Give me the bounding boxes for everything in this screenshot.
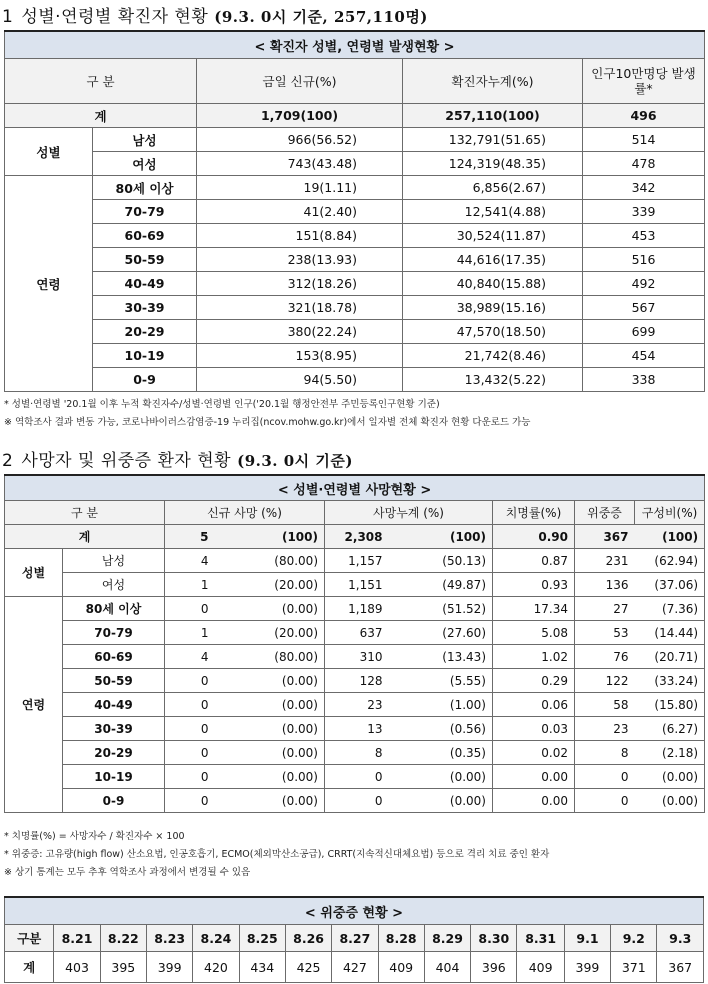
- header-cum-death: 사망누계 (%): [325, 501, 493, 525]
- section1-subtitle: (9.3. 0시 기준, 257,110명): [214, 8, 428, 26]
- cell-cum: 0: [325, 765, 389, 789]
- cell-rate: 342: [583, 176, 705, 200]
- cell-new-pct: (0.00): [215, 597, 325, 621]
- cell-rate: 514: [583, 128, 705, 152]
- cell-cumulative: 13,432(5.22): [403, 368, 583, 392]
- cell-new: 0: [165, 693, 215, 717]
- total-severe: 367: [575, 525, 635, 549]
- row-label: 50-59: [93, 248, 197, 272]
- cell-new: 0: [165, 789, 215, 813]
- table-row: [5, 621, 705, 645]
- severe-value: 399: [564, 952, 610, 983]
- cell-new: 151(8.84): [197, 224, 403, 248]
- cell-ratio: (0.00): [635, 789, 705, 813]
- cell-cumulative: 132,791(51.65): [403, 128, 583, 152]
- date-header: 8.30: [471, 925, 517, 952]
- total-rate: 496: [583, 104, 705, 128]
- row-label: 50-59: [63, 669, 165, 693]
- cell-cum-pct: (27.60): [389, 621, 493, 645]
- header-gubun: 구분: [5, 925, 54, 952]
- note-line: * 성별·연령별 '20.1월 이후 누적 확진자수/성별·연령별 인구('20.1월 행정안전부 주민등록인구현황 기준): [4, 399, 440, 410]
- cell-new: 153(8.95): [197, 344, 403, 368]
- cell-cum: 1,157: [325, 549, 389, 573]
- cell-fatality: 5.08: [493, 621, 575, 645]
- cell-rate: 453: [583, 224, 705, 248]
- row-label: 40-49: [63, 693, 165, 717]
- cell-rate: 699: [583, 320, 705, 344]
- cell-severe: 0: [575, 765, 635, 789]
- cell-cum: 0: [325, 789, 389, 813]
- cell-severe: 231: [575, 549, 635, 573]
- cell-rate: 478: [583, 152, 705, 176]
- cell-ratio: (14.44): [635, 621, 705, 645]
- cell-severe: 0: [575, 789, 635, 813]
- cell-cumulative: 44,616(17.35): [403, 248, 583, 272]
- cell-cum-pct: (0.00): [389, 765, 493, 789]
- date-header: 8.28: [378, 925, 424, 952]
- date-header: 8.23: [146, 925, 192, 952]
- total-new: 5: [165, 525, 215, 549]
- header-new-death: 신규 사망 (%): [165, 501, 325, 525]
- cell-ratio: (62.94): [635, 549, 705, 573]
- cell-cumulative: 40,840(15.88): [403, 272, 583, 296]
- cell-new: 94(5.50): [197, 368, 403, 392]
- cell-cumulative: 124,319(48.35): [403, 152, 583, 176]
- cell-fatality: 0.06: [493, 693, 575, 717]
- cell-rate: 567: [583, 296, 705, 320]
- severe-value: 367: [657, 952, 704, 983]
- row-label: 80세 이상: [63, 597, 165, 621]
- cell-new: 41(2.40): [197, 200, 403, 224]
- cell-new: 0: [165, 741, 215, 765]
- note-line: * 치명률(%) = 사망자수 / 확진자수 × 100: [4, 831, 185, 842]
- row-label: 남성: [93, 128, 197, 152]
- cell-rate: 339: [583, 200, 705, 224]
- cell-new: 4: [165, 645, 215, 669]
- severe-value: 395: [100, 952, 146, 983]
- row-label: 20-29: [63, 741, 165, 765]
- table-row: [5, 296, 705, 320]
- cell-fatality: 0.93: [493, 573, 575, 597]
- severe-table-caption: < 위중증 현황 >: [5, 897, 704, 925]
- cell-cum: 310: [325, 645, 389, 669]
- row-label: 10-19: [93, 344, 197, 368]
- confirmed-table-caption: < 확진자 성별, 연령별 발생현황 >: [5, 31, 705, 59]
- row-label: 60-69: [93, 224, 197, 248]
- date-header: 9.2: [611, 925, 657, 952]
- table-row: [5, 669, 705, 693]
- date-header: 8.31: [517, 925, 564, 952]
- cell-cum: 23: [325, 693, 389, 717]
- header-fatality: 치명률(%): [493, 501, 575, 525]
- cell-cum-pct: (13.43): [389, 645, 493, 669]
- date-header: 8.21: [54, 925, 100, 952]
- cell-new-pct: (0.00): [215, 717, 325, 741]
- cell-severe: 136: [575, 573, 635, 597]
- cell-severe: 23: [575, 717, 635, 741]
- table-row: [5, 741, 705, 765]
- total-fatality: 0.90: [493, 525, 575, 549]
- cell-cum-pct: (51.52): [389, 597, 493, 621]
- cell-cum-pct: (0.56): [389, 717, 493, 741]
- row-label: 80세 이상: [93, 176, 197, 200]
- cell-new: 321(18.78): [197, 296, 403, 320]
- cell-fatality: 0.02: [493, 741, 575, 765]
- table-row: [5, 320, 705, 344]
- table-row: [5, 272, 705, 296]
- cell-rate: 338: [583, 368, 705, 392]
- section1-number: 1: [2, 7, 14, 27]
- cell-rate: 492: [583, 272, 705, 296]
- cell-severe: 122: [575, 669, 635, 693]
- cell-new-pct: (0.00): [215, 741, 325, 765]
- group-age: 연령: [5, 597, 63, 813]
- row-label: 20-29: [93, 320, 197, 344]
- note-line: * 위중증: 고유량(high flow) 산소요법, 인공호흡기, ECMO(체외막산소공급), CRRT(지속적신대체요법) 등으로 격리 치료 중인 환자: [4, 849, 550, 860]
- cell-cum: 8: [325, 741, 389, 765]
- cell-new-pct: (80.00): [215, 549, 325, 573]
- table-row: [5, 693, 705, 717]
- cell-cum-pct: (50.13): [389, 549, 493, 573]
- note-line: ※ 상기 통계는 모두 추후 역학조사 과정에서 변경될 수 있음: [4, 867, 251, 878]
- severe-value: 396: [471, 952, 517, 983]
- severe-header-row: [5, 925, 704, 952]
- cell-new: 19(1.11): [197, 176, 403, 200]
- total-new: 1,709(100): [197, 104, 403, 128]
- cell-cum-pct: (0.35): [389, 741, 493, 765]
- cell-cum-pct: (49.87): [389, 573, 493, 597]
- total-cum: 2,308: [325, 525, 389, 549]
- section2-number: 2: [2, 451, 14, 471]
- cell-cum: 637: [325, 621, 389, 645]
- severe-value: 399: [146, 952, 192, 983]
- cell-severe: 27: [575, 597, 635, 621]
- total-cum-pct: (100): [389, 525, 493, 549]
- cell-new: 966(56.52): [197, 128, 403, 152]
- cell-fatality: 0.03: [493, 717, 575, 741]
- cell-cum: 1,151: [325, 573, 389, 597]
- cell-new: 4: [165, 549, 215, 573]
- cell-new: 1: [165, 621, 215, 645]
- row-label: 70-79: [93, 200, 197, 224]
- section1-heading: 성별·연령별 확진자 현황: [21, 7, 209, 27]
- cell-rate: 454: [583, 344, 705, 368]
- total-cumulative: 257,110(100): [403, 104, 583, 128]
- header-severe: 위중증: [575, 501, 635, 525]
- severe-table: [4, 896, 704, 983]
- date-header: 8.22: [100, 925, 146, 952]
- row-label: 30-39: [63, 717, 165, 741]
- table-row: [5, 597, 705, 621]
- cell-fatality: 0.87: [493, 549, 575, 573]
- cell-cum: 1,189: [325, 597, 389, 621]
- cell-new-pct: (0.00): [215, 693, 325, 717]
- cell-fatality: 0.00: [493, 765, 575, 789]
- note-line: ※ 역학조사 결과 변동 가능, 코로나바이러스감염증-19 누리집(ncov.mohw.go.kr)에서 일자별 전체 확진자 현황 다운로드 가능: [4, 417, 531, 428]
- cell-new-pct: (20.00): [215, 621, 325, 645]
- row-label: 70-79: [63, 621, 165, 645]
- table-row: [5, 717, 705, 741]
- header-gubun: 구 분: [5, 59, 197, 104]
- cell-new: 0: [165, 669, 215, 693]
- cell-new-pct: (20.00): [215, 573, 325, 597]
- table-row: [5, 765, 705, 789]
- severe-value: 420: [193, 952, 239, 983]
- section2-subtitle: (9.3. 0시 기준): [237, 452, 353, 470]
- cell-ratio: (2.18): [635, 741, 705, 765]
- cell-new: 0: [165, 717, 215, 741]
- death-table: [4, 474, 705, 813]
- group-age: 연령: [5, 176, 93, 392]
- cell-cum-pct: (0.00): [389, 789, 493, 813]
- row-label: 40-49: [93, 272, 197, 296]
- cell-new: 0: [165, 597, 215, 621]
- cell-cum-pct: (5.55): [389, 669, 493, 693]
- cell-severe: 53: [575, 621, 635, 645]
- header-ratio: 구성비(%): [635, 501, 705, 525]
- cell-ratio: (0.00): [635, 765, 705, 789]
- table-row: [5, 224, 705, 248]
- cell-new-pct: (0.00): [215, 789, 325, 813]
- cell-new-pct: (0.00): [215, 669, 325, 693]
- severe-value: 409: [378, 952, 424, 983]
- table-row: [5, 789, 705, 813]
- row-label: 남성: [63, 549, 165, 573]
- severe-value: 427: [332, 952, 378, 983]
- header-gubun: 구 분: [5, 501, 165, 525]
- severe-value: 434: [239, 952, 285, 983]
- date-header: 8.24: [193, 925, 239, 952]
- cell-cum: 128: [325, 669, 389, 693]
- cell-cumulative: 21,742(8.46): [403, 344, 583, 368]
- section2-heading: 사망자 및 위중증 환자 현황: [21, 451, 232, 471]
- row-label: 0-9: [93, 368, 197, 392]
- cell-ratio: (33.24): [635, 669, 705, 693]
- row-label: 여성: [63, 573, 165, 597]
- table-row: [5, 645, 705, 669]
- cell-fatality: 17.34: [493, 597, 575, 621]
- section1-notes: [4, 396, 530, 432]
- section1-title: [2, 2, 428, 27]
- row-label: 계: [5, 952, 54, 983]
- cell-cum: 13: [325, 717, 389, 741]
- row-label: 10-19: [63, 765, 165, 789]
- cell-rate: 516: [583, 248, 705, 272]
- table-row: [5, 344, 705, 368]
- table-row: [5, 128, 705, 152]
- date-header: 8.29: [424, 925, 470, 952]
- group-sex: 성별: [5, 128, 93, 176]
- header-new: 금일 신규(%): [197, 59, 403, 104]
- cell-ratio: (20.71): [635, 645, 705, 669]
- cell-ratio: (15.80): [635, 693, 705, 717]
- severe-value: 371: [611, 952, 657, 983]
- date-header: 8.25: [239, 925, 285, 952]
- severe-value-row: [5, 952, 704, 983]
- severe-value: 409: [517, 952, 564, 983]
- date-header: 9.1: [564, 925, 610, 952]
- cell-ratio: (7.36): [635, 597, 705, 621]
- cell-cum-pct: (1.00): [389, 693, 493, 717]
- cell-severe: 76: [575, 645, 635, 669]
- date-header: 9.3: [657, 925, 704, 952]
- total-new-pct: (100): [215, 525, 325, 549]
- cell-fatality: 0.00: [493, 789, 575, 813]
- severe-value: 425: [285, 952, 331, 983]
- total-ratio: (100): [635, 525, 705, 549]
- row-label: 여성: [93, 152, 197, 176]
- cell-ratio: (37.06): [635, 573, 705, 597]
- cell-new: 380(22.24): [197, 320, 403, 344]
- cell-ratio: (6.27): [635, 717, 705, 741]
- cell-severe: 58: [575, 693, 635, 717]
- row-label: 30-39: [93, 296, 197, 320]
- cell-new: 743(43.48): [197, 152, 403, 176]
- cell-new: 0: [165, 765, 215, 789]
- cell-cumulative: 30,524(11.87): [403, 224, 583, 248]
- death-table-caption: < 성별·연령별 사망현황 >: [5, 475, 705, 501]
- severe-value: 403: [54, 952, 100, 983]
- header-rate: 인구10만명당 발생률*: [583, 59, 705, 104]
- cell-new-pct: (80.00): [215, 645, 325, 669]
- cell-fatality: 1.02: [493, 645, 575, 669]
- cell-cumulative: 6,856(2.67): [403, 176, 583, 200]
- section2-title: [2, 446, 353, 471]
- cell-cumulative: 38,989(15.16): [403, 296, 583, 320]
- table-row: [5, 549, 705, 573]
- row-label: 0-9: [63, 789, 165, 813]
- cell-new: 238(13.93): [197, 248, 403, 272]
- cell-new: 312(18.26): [197, 272, 403, 296]
- date-header: 8.26: [285, 925, 331, 952]
- cell-cumulative: 47,570(18.50): [403, 320, 583, 344]
- section2-notes: [4, 828, 549, 882]
- total-label: 계: [5, 104, 197, 128]
- table-row: [5, 176, 705, 200]
- cell-cumulative: 12,541(4.88): [403, 200, 583, 224]
- table-row: [5, 248, 705, 272]
- row-label: 60-69: [63, 645, 165, 669]
- confirmed-table: [4, 30, 705, 392]
- header-cumulative: 확진자누계(%): [403, 59, 583, 104]
- group-sex: 성별: [5, 549, 63, 597]
- table-row: [5, 200, 705, 224]
- severe-value: 404: [424, 952, 470, 983]
- total-label: 계: [5, 525, 165, 549]
- cell-severe: 8: [575, 741, 635, 765]
- date-header: 8.27: [332, 925, 378, 952]
- table-row: [5, 368, 705, 392]
- table-row: [5, 152, 705, 176]
- table-row: [5, 573, 705, 597]
- cell-fatality: 0.29: [493, 669, 575, 693]
- cell-new-pct: (0.00): [215, 765, 325, 789]
- cell-new: 1: [165, 573, 215, 597]
